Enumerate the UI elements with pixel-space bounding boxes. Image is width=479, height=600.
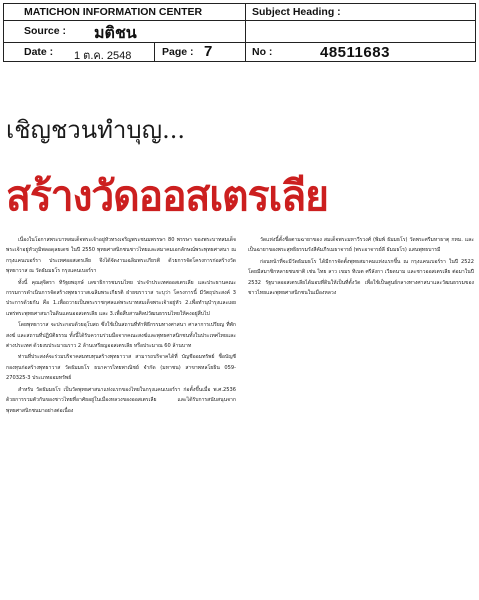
article-column-left bbox=[6, 235, 236, 595]
article-paragraph: เนื่องในโอกาสพระบาทสมเด็จพระเจ้าอยู่หัวทรงเจริญพระชนมพรรษา 80 พรรษา ของพระบาทสมเด็จพระเจ้าอยู่หัวภูมิพลอดุลยเดช ในปี 2550 พุทธศาสนิกชนชาวไทยและสมาคมเอกลักษณ์พระพุทธศาสนา ณ กรุงแคนเบอร์รา ประเทศออสเตรเลีย จึงได้จัดงานเฉลิมพระเกียรติ ด้วยการจัดโครงการก่อสร้างวัดพุทธาวาส ณ วัดธัมมธโร กรุงแคนเบอร์รา bbox=[6, 237, 236, 275]
article-paragraph: ทั้งนี้ คุณสุจิตรา ทิรัฐยพฤกษ์ เลขาธิการชมรมไทย ประจำประเทศออสเตรเลีย และประธานคณะกรรมการดำเนินการจัดสร้างพุทธาวาสเฉลิมพระเกียรติ ฝ่ายฆราวาส ระบุว่า โครงการนี้ มีวัตถุประสงค์ 3 ประการด้วยกัน คือ 1.เพื่อถวายเป็นพระราชกุศลแด่พระบาทสมเด็จพระเจ้าอยู่หัว 2.เพื่อทำนุบำรุงและเผยแพร่พระพุทธศาสนาในดินแดนออสเตรเลีย และ 3.เพื่อสืบสานศิลปวัฒนธรรมไทยให้คงอยู่สืบไป bbox=[6, 279, 236, 317]
number-label: No : bbox=[252, 46, 273, 58]
article-paragraph: สำหรับ วัดธัมมธโร เป็นวัดพุทธศาสนาแห่งแรกของไทยในกรุงแคนเบอร์รา ก่อตั้งขึ้นเมื่อ พ.ศ.2536 ด้วยการรวมตัวกันของชาวไทยที่อาศัยอยู่ในเมืองหลวงของออสเตรเลีย และได้รับการสนับสนุนจากพุทธศาสนิกชนมาอย่างต่อเนื่อง bbox=[6, 386, 236, 414]
header-divider-vertical bbox=[245, 4, 246, 61]
article-paragraph: โดยพุทธาวาส จะประกอบด้วยอุโบสถ ซึ่งใช้เป็นสถานที่ทำพิธีกรรมทางศาสนา ศาลาการเปรียญ ที่พักสงฆ์ และสถานที่ปฏิบัติธรรม ทั้งนี้ได้รับความร่วมมือจากคณะสงฆ์และพุทธศาสนิกชนทั้งในประเทศไทยและต่างประเทศ ด้วยงบประมาณราว 2 ล้านเหรียญออสเตรเลีย หรือประมาณ 60 ล้านบาท bbox=[6, 322, 236, 350]
page-label: Page : bbox=[162, 46, 194, 58]
number-value: 48511683 bbox=[320, 44, 390, 61]
header-divider-right bbox=[246, 42, 475, 43]
date-value: 1 ต.ค. 2548 bbox=[74, 50, 132, 62]
article-paragraph: ก่อนหน้าที่จะมีวัดธัมมธโร ได้มีการจัดตั้งพุทธสมาคมแห่งแรกขึ้น ณ กรุงแคนเบอร์รา ในปี 2522 โดยมีสมาชิกหลายชนชาติ เช่น ไทย ลาว เขมร ทิเบต ศรีลังกา เวียดนาม และชาวออสเตรเลีย ต่อมาในปี 2532 รัฐบาลออสเตรเลียได้มอบที่ดินให้เป็นที่ตั้งวัด เพื่อใช้เป็นศูนย์กลางทางศาสนาและวัฒนธรรมของชาวไทยและพุทธศาสนิกชนในเมืองหลวง bbox=[248, 258, 474, 297]
article-kicker: เชิญชวนทำบุญ... bbox=[6, 116, 185, 144]
article-paragraph: ท่านที่ประสงค์จะร่วมบริจาคสมทบทุนสร้างพุทธาวาส สามารถบริจาคได้ที่ บัญชีออมทรัพย์ ชื่อบัญชี กองทุนก่อสร้างพุทธาวาส วัดธัมมธโร ธนาคารไทยพาณิชย์ จำกัด (มหาชน) สาขาพหลโยธิน 059-270325-3 ประเภทออมทรัพย์ bbox=[6, 354, 236, 382]
org-name: MATICHON INFORMATION CENTER bbox=[24, 6, 203, 18]
header-divider-date-page bbox=[154, 42, 155, 61]
clipping-header bbox=[3, 3, 476, 62]
subject-heading-label: Subject Heading : bbox=[252, 6, 341, 18]
source-value: มติชน bbox=[94, 25, 137, 42]
article-title: สร้างวัดออสเตรเลีย bbox=[6, 172, 328, 220]
date-label: Date : bbox=[24, 46, 54, 58]
source-label: Source : bbox=[24, 25, 67, 37]
article-paragraph: วัดแห่งนี้ตั้งชื่อตามฉายาของ สมเด็จพระมหาวีรวงศ์ (พิมพ์ ธัมมธโร) วัดพระศรีมหาธาตุ กทม. และเป็นฉายาของพระสุทธิธรรมรังสีคัมภีรเมธาจารย์ (พระอาจารย์ลี ธัมมธโร) แสนพุทธบารมี bbox=[248, 237, 474, 254]
page-value: 7 bbox=[204, 43, 213, 60]
header-divider-row1 bbox=[4, 20, 475, 21]
article-column-right bbox=[248, 235, 474, 375]
